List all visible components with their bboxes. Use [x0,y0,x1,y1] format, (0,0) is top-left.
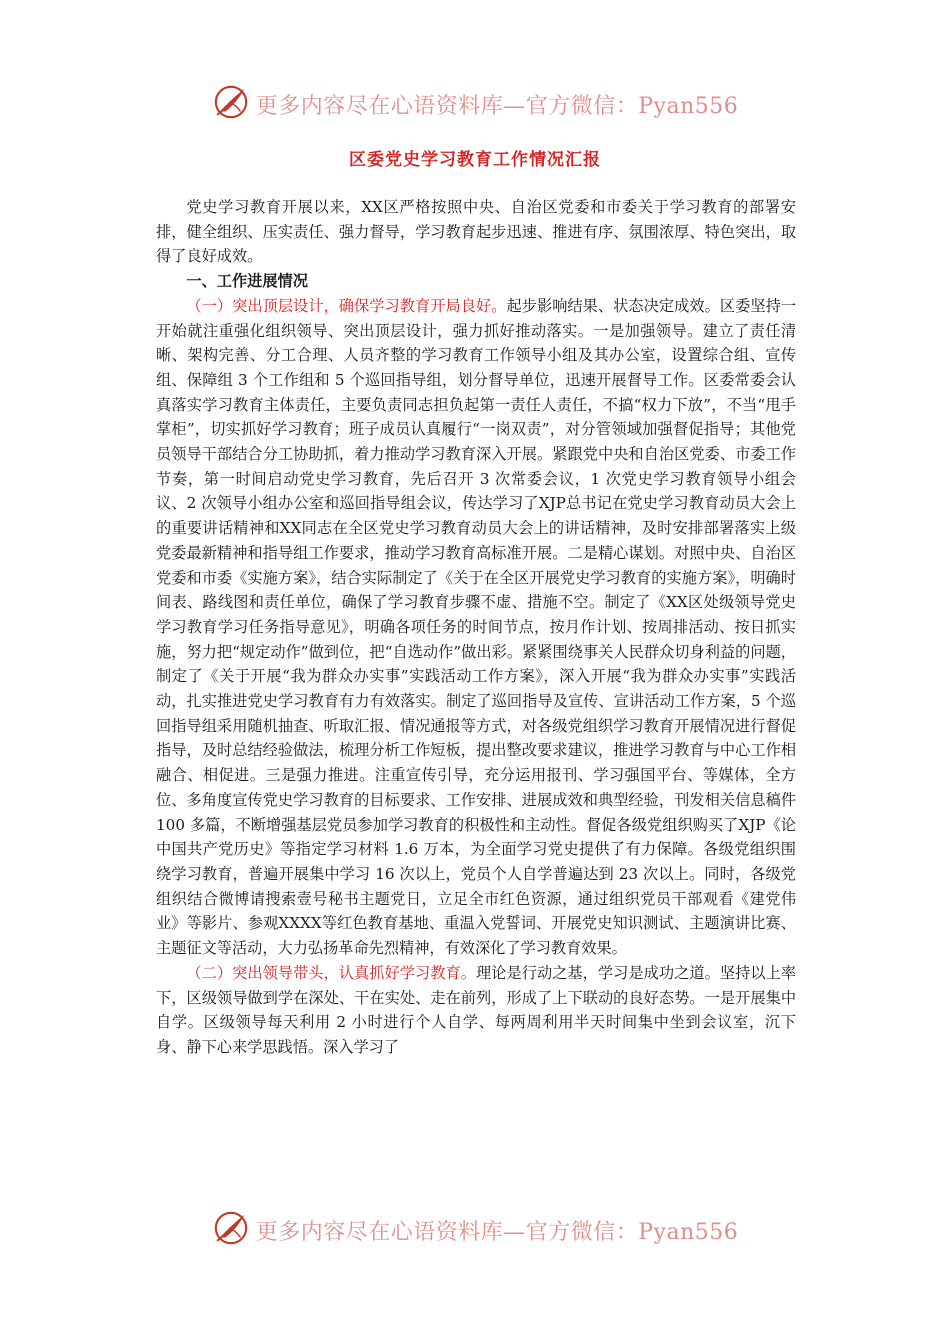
intro-paragraph: 党史学习教育开展以来，XX区严格按照中央、自治区党委和市委关于学习教育的部署安排，健全组织、压实责任、强力督导，学习教育起步迅速、推进有序、氛围浓厚、特色突出，取得了良好成效。 [156,198,796,266]
part1-paragraph [156,294,796,961]
quill-pen-logo-icon [212,1209,256,1251]
watermark-text: 更多内容尽在心语资料库—官方微信：Pyan556 [255,1219,739,1245]
quill-pen-logo-icon [212,83,256,125]
document-body [156,195,796,1060]
part2-paragraph [156,961,796,1060]
section-heading: 一、工作进展情况 [186,272,308,291]
watermark-text: 更多内容尽在心语资料库—官方微信：Pyan556 [255,93,739,119]
part1-lead: （一）突出顶层设计，确保学习教育开局良好。 [186,296,507,315]
part1-body: 起步影响结果、状态决定成效。区委坚持一开始就注重强化组织领导、突出顶层设计，强力抓好推动落实。一是加强领导。建立了责任清晰、架构完善、分工合理、人员齐整的学习教育工作领导小组及其办公室，设置综合组、宣传组、保障组 3 个工作组和 5 个巡回指导组，划分督导单位，迅速开展督导工作。区委常委会认真落实学习教育主体责任，主要负责同志担负起第一责任人责任，不搞“权力下放”，不当“甩手掌柜”，切实抓好学习教育；班子成员认真履行“一岗双责”，对分管领域加强督促指导；其他党员领导干部结合分工协助抓，着力推动学习教育深入开展。紧跟党中央和自治区党委、市委工作节奏，第一时间启动党史学习教育，先后召开 3 次常委会议，1 次党史学习教育领导小组会议、2 次领导小组办公室和巡回指导组会议，传达学习了XJP总书记在党史学习教育动员大会上的重要讲话精神和XX同志在全区党史学习教育动员大会上的讲话精神，及时安排部署落实上级党委最新精神和指导组工作要求，推动学习教育高标准开展。二是精心谋划。对照中央、自治区党委和市委《实施方案》，结合实际制定了《关于在全区开展党史学习教育的实施方案》，明确时间表、路线图和责任单位，确保了学习教育步骤不虚、措施不空。制定了《XX区处级领导党史学习教育学习任务指导意见》，明确各项任务的时间节点，按月作计划、按周排活动、按日抓实施，努力把“规定动作”做到位，把“自选动作”做出彩。紧紧围绕事关人民群众切身利益的问题，制定了《关于开展“我为群众办实事”实践活动工作方案》，深入开展“我为群众办实事”实践活动，扎实推进党史学习教育有力有效落实。制定了巡回指导及宣传、宣讲活动工作方案，5 个巡回指导组采用随机抽查、听取汇报、情况通报等方式，对各级党组织学习教育开展情况进行督促指导，及时总结经验做法，梳理分析工作短板，提出整改要求建议，推进学习教育与中心工作相融合、相促进。三是强力推进。注重宣传引导，充分运用报刊、学习强国平台、等媒体，全方位、多角度宣传党史学习教育的目标要求、工作安排、进展成效和典型经验，刊发相关信息稿件 100 多篇，不断增强基层党员参加学习教育的积极性和主动性。督促各级党组织购买了XJP《论中国共产党历史》等指定学习材料 1.6 万本，为全面学习党史提供了有力保障。各级党组织围绕学习教育，普遍开展集中学习 16 次以上，党员个人自学普遍达到 23 次以上。同时，各级党组织结合微博请搜索壹号秘书主题党日，立足全市红色资源，通过组织党员干部观看《建党伟业》等影片、参观XXXX等红色教育基地、重温入党誓词、开展党史知识测试、主题演讲比赛、主题征文等活动，大力弘扬革命先烈精神，有效深化了学习教育效果。 [156,296,797,958]
document-title: 区委党史学习教育工作情况汇报 [349,150,601,170]
watermark-banner-top [0,80,950,128]
part2-body: 理论是行动之基，学习是成功之道。坚持以上率下，区级领导做到学在深处、干在实处、走在前列，形成了上下联动的良好态势。一是开展集中自学。区级领导每天利用 2 小时进行个人自学、每两周利用半天时间集中坐到会议室，沉下身、静下心来学思践悟。深入学习了 [156,963,797,1056]
watermark-banner-bottom [0,1206,950,1254]
part2-lead: （二）突出领导带头，认真抓好学习教育。 [186,963,476,982]
